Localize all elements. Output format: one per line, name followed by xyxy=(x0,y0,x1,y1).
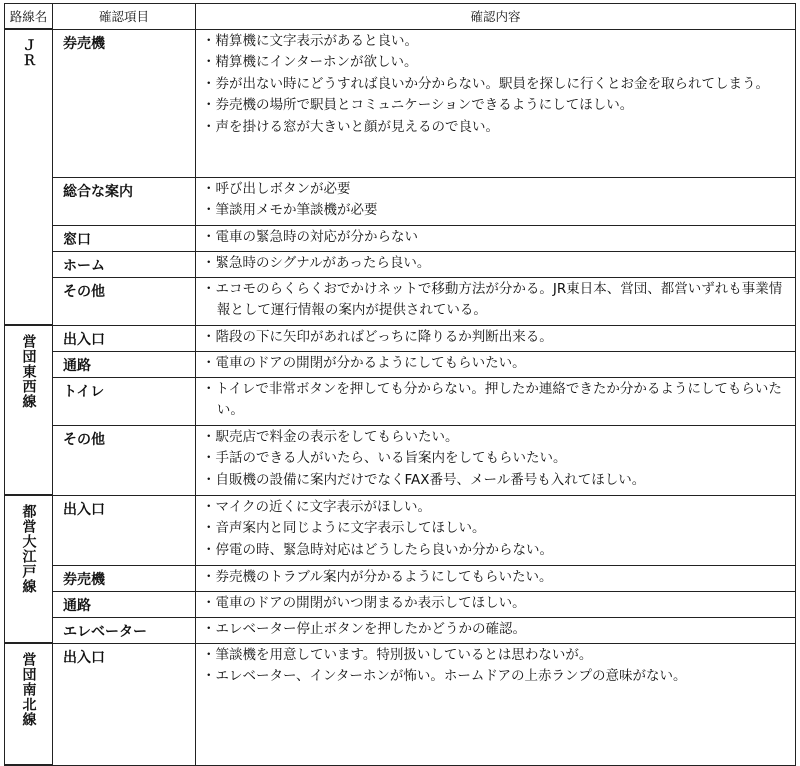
item-cell: ホーム xyxy=(53,251,196,277)
content-cell xyxy=(196,251,796,277)
content-cell xyxy=(196,351,796,377)
route-name: ＪＲ xyxy=(20,38,37,68)
content-line: ・電車の緊急時の対応が分からない xyxy=(202,228,418,245)
item-cell: 券売機 xyxy=(53,565,196,591)
route-name: 都営大江戸線 xyxy=(20,504,37,594)
item-cell: 券売機 xyxy=(53,29,196,177)
route-cell xyxy=(5,325,53,495)
route-cell xyxy=(5,29,53,325)
item-cell: その他 xyxy=(53,425,196,495)
content-cell xyxy=(196,225,796,251)
route-name: 営団東西線 xyxy=(20,334,37,409)
content-line: ・券が出ない時にどうすれば良いか分からない。駅員を探しに行くとお金を取られてしまう。 xyxy=(202,75,769,92)
content-line: ・トイレで非常ボタンを押しても分からない。押したか連絡できたか分かるようにしてもらいたい。 xyxy=(202,380,782,418)
item-cell: 出入口 xyxy=(53,495,196,565)
header-row xyxy=(5,4,796,30)
content-cell xyxy=(196,591,796,617)
item-cell: 窓口 xyxy=(53,225,196,251)
table-row xyxy=(5,377,796,425)
content-line: ・マイクの近くに文字表示がほしい。 xyxy=(202,498,431,515)
content-cell xyxy=(196,425,796,495)
content-cell xyxy=(196,277,796,325)
content-line: ・階段の下に矢印があればどっちに降りるか判断出来る。 xyxy=(202,328,553,345)
table-row xyxy=(5,251,796,277)
table-row xyxy=(5,617,796,643)
content-line: ・電車のドアの開閉がいつ閉まるか表示してほしい。 xyxy=(202,594,526,611)
content-cell xyxy=(196,29,796,177)
content-line: ・精算機にインターホンが欲しい。 xyxy=(202,54,418,70)
content-line: ・手話のできる人がいたら、いる旨案内をしてもらいたい。 xyxy=(202,450,567,466)
item-cell: 出入口 xyxy=(53,643,196,765)
table-row xyxy=(5,591,796,617)
content-line: ・呼び出しボタンが必要 xyxy=(202,180,351,197)
route-cell xyxy=(5,643,53,765)
item-cell: 出入口 xyxy=(53,325,196,351)
content-line: ・緊急時のシグナルがあったら良い。 xyxy=(202,254,431,271)
table-row xyxy=(5,495,796,565)
content-line: ・停電の時、緊急時対応はどうしたら良いか分からない。 xyxy=(202,541,553,558)
table-row xyxy=(5,225,796,251)
header-item: 確認項目 xyxy=(53,4,196,30)
survey-table-container xyxy=(4,3,795,727)
content-line: ・エレベーター停止ボタンを押したかどうかの確認。 xyxy=(202,620,526,637)
header-route: 路線名 xyxy=(5,4,53,30)
table-row xyxy=(5,565,796,591)
item-cell: 総合な案内 xyxy=(53,177,196,225)
content-line: ・電車のドアの開閉が分かるようにしてもらいたい。 xyxy=(202,354,526,371)
content-cell xyxy=(196,377,796,425)
survey-table xyxy=(4,3,796,766)
content-line: ・自販機の設備に案内だけでなくFAX番号、メール番号も入れてほしい。 xyxy=(202,471,646,488)
table-row xyxy=(5,177,796,225)
item-cell: 通路 xyxy=(53,351,196,377)
route-name: 営団南北線 xyxy=(20,652,37,727)
content-line: ・筆談機を用意しています。特別扱いしているとは思わないが。 xyxy=(202,646,593,663)
content-line: ・声を掛ける窓が大きいと顔が見えるので良い。 xyxy=(202,118,499,135)
content-line: ・券売機のトラブル案内が分かるようにしてもらいたい。 xyxy=(202,568,553,585)
content-line: ・筆談用メモか筆談機が必要 xyxy=(202,202,378,218)
item-cell: 通路 xyxy=(53,591,196,617)
table-row xyxy=(5,277,796,325)
content-line: ・駅売店で料金の表示をしてもらいたい。 xyxy=(202,428,459,445)
content-cell xyxy=(196,565,796,591)
table-row xyxy=(5,425,796,495)
table-body xyxy=(5,29,796,765)
item-cell: エレベーター xyxy=(53,617,196,643)
content-cell xyxy=(196,617,796,643)
header-content: 確認内容 xyxy=(196,4,796,30)
route-cell xyxy=(5,495,53,643)
content-cell xyxy=(196,495,796,565)
table-row xyxy=(5,325,796,351)
table-row xyxy=(5,351,796,377)
content-line: ・精算機に文字表示があると良い。 xyxy=(202,32,418,49)
content-line: ・エレベーター、インターホンが怖い。ホームドアの上赤ランプの意味がない。 xyxy=(202,668,687,684)
table-row xyxy=(5,29,796,177)
content-line: ・券売機の場所で駅員とコミュニケーションできるようにしてほしい。 xyxy=(202,97,634,113)
content-line: ・エコモのらくらくおでかけネットで移動方法が分かる。JR東日本、営団、都営いずれも事業情報として運行情報の案内が提供されている。 xyxy=(202,280,783,318)
table-row xyxy=(5,643,796,765)
content-cell xyxy=(196,643,796,765)
content-cell xyxy=(196,177,796,225)
content-line: ・音声案内と同じように文字表示してほしい。 xyxy=(202,520,486,536)
content-cell xyxy=(196,325,796,351)
item-cell: その他 xyxy=(53,277,196,325)
item-cell: トイレ xyxy=(53,377,196,425)
